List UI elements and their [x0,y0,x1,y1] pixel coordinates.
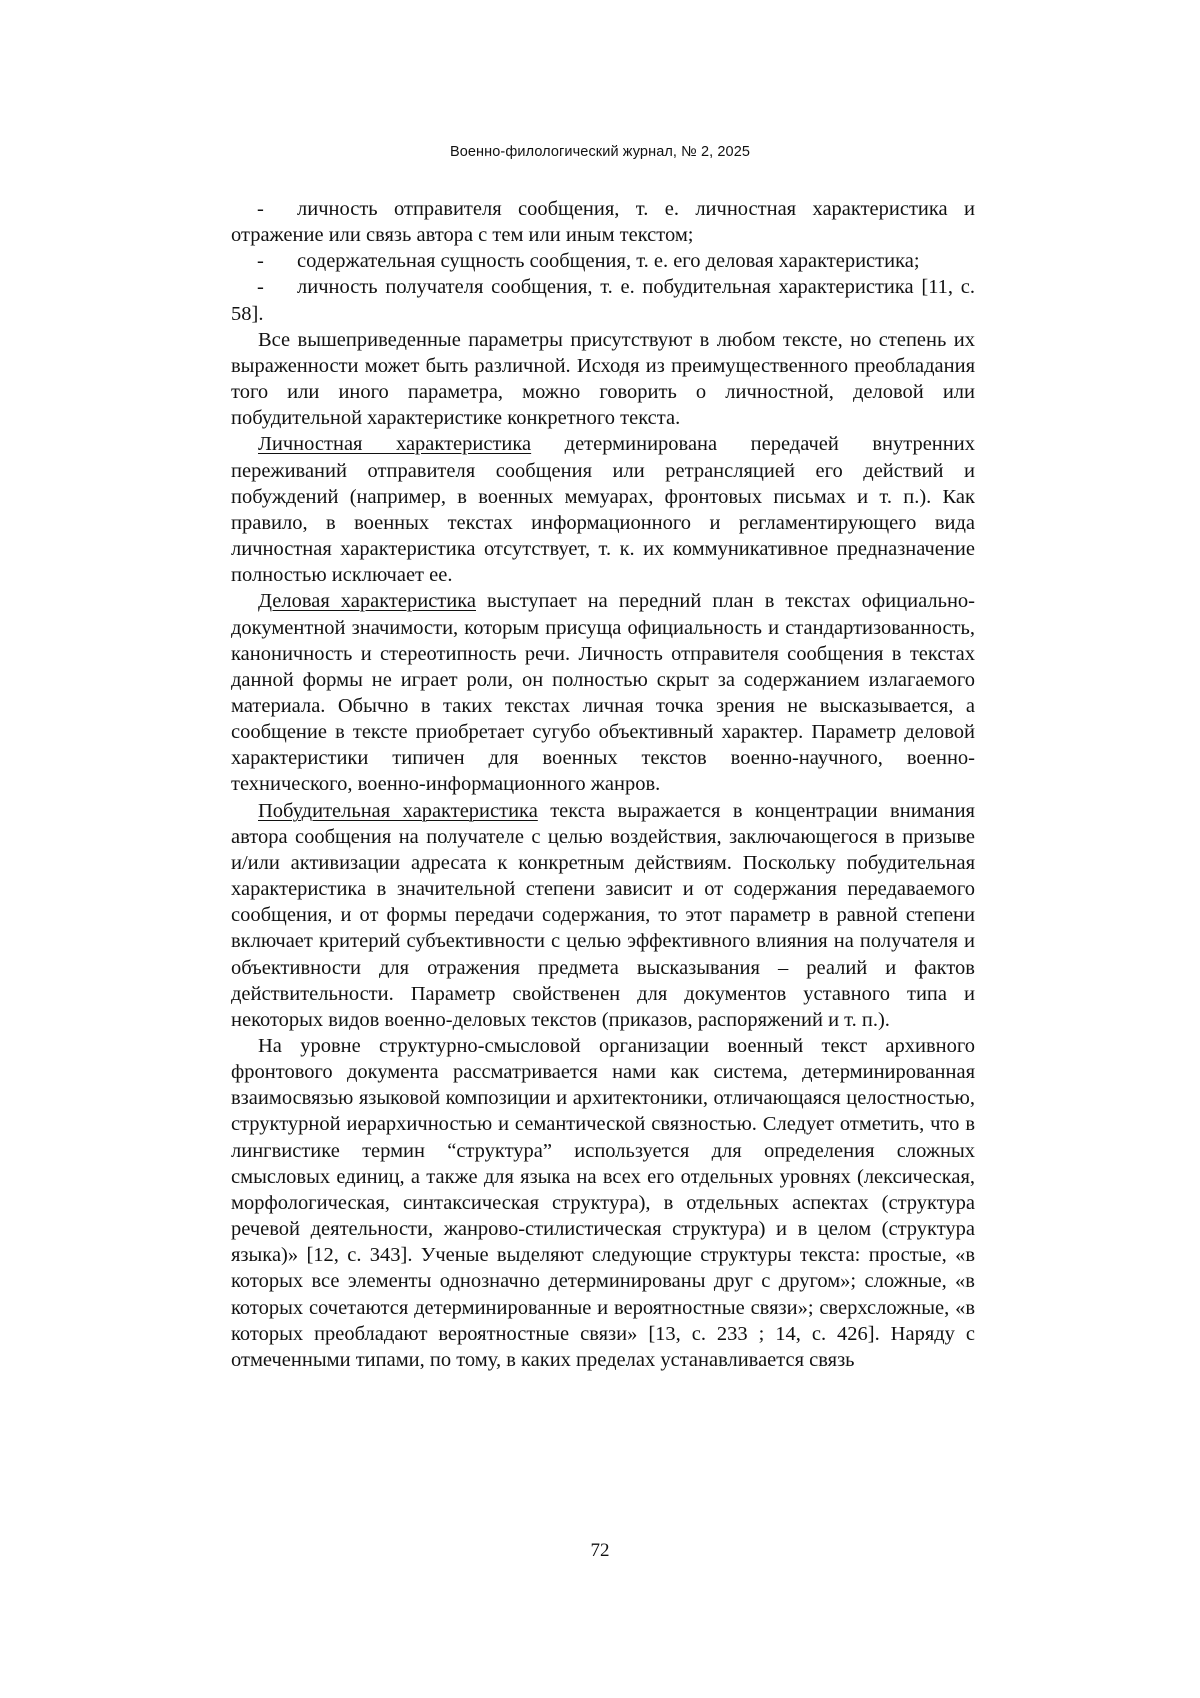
paragraph-structural-organization: На уровне структурно-смысловой организации военный текст архивного фронтового документа рассматривается нами как система, детерминированная взаимосвязью языковой композиции и архитектоники, отличающаяся целостностью, структурной иерархичностью и семантической связностью. Следует отметить, что в лингвистике термин “структура” используется для определения сложных смысловых единиц, а также для языка на всех его отдельных уровнях (лексическая, морфологическая, синтаксическая структура), в отдельных аспектах (структура речевой деятельности, жанрово-стилистическая структура) и в целом (структура языка)» [12, с. 343]. Ученые выделяют следующие структуры текста: простые, «в которых все элементы однозначно детерминированы друг с другом»; сложные, «в которых сочетаются детерминированные и вероятностные связи»; сверхсложные, «в которых преобладают вероятностные связи» [13, с. 233 ; 14, с. 426]. Наряду с отмеченными типами, по тому, в каких пределах устанавливается связь [231,1035,975,1371]
running-header: Военно-филологический журнал, № 2, 2025 [449,144,751,160]
list-item-text: содержательная сущность сообщения, т. е. его деловая характеристика; [297,250,920,273]
paragraph-text: текста выражается в концентрации внимания автора сообщения на получателе с целью воздействия, заключающегося в призыве и/или активизации адресата к конкретным действиям. Поскольку побудительная характеристика в значительной степени зависит и от содержания передаваемого сообщения, и от формы передачи содержания, то этот параметр в равной степени включает критерий субъективности с целью эффективного влияния на получателя и объективности для отражения предмета высказывания – реалий и фактов действительности. Параметр свойственен для документов уставного типа и некоторых видов военно-деловых текстов (приказов, распоряжений и т. п.). [231,799,975,1031]
list-item-sender [231,196,975,248]
list-item-text: личность отправителя сообщения, т. е. личностная характеристика и отражение или связь автора с тем или иным текстом; [231,198,975,247]
list-dash: - [257,198,264,220]
paragraph-business-characteristic [231,588,975,797]
article-body [231,196,975,1373]
list-item-text: личность получателя сообщения, т. е. побудительная характеристика [11, с. 58]. [231,276,975,325]
paragraph-personal-characteristic [231,431,975,588]
list-dash: - [257,250,264,273]
term-personal-characteristic: Личностная характеристика [258,433,532,456]
page-number: 72 [590,1540,610,1561]
paragraph-incentive-characteristic [231,798,975,1033]
paragraph-text: выступает на передний план в текстах официально-документной значимости, которым присуща официальность и стандартизованность, каноничность и стереотипность речи. Личность отправителя сообщения в текстах данной формы не играет роли, он полностью скрыт за содержанием излагаемого материала. Обычно в таких текстах личная точка зрения не высказывается, а сообщение в тексте приобретает сугубо объективный характер. Параметр деловой характеристики типичен для военных текстов военно-научного, военно-технического, военно-информационного жанров. [231,590,975,796]
list-item-content [231,248,975,274]
paragraph-parameters: Все вышеприведенные параметры присутствуют в любом тексте, но степень их выраженности может быть различной. Исходя из преимущественного преобладания того или иного параметра, можно говорить о личностной, деловой или побудительной характеристике конкретного текста. [231,328,975,430]
term-business-characteristic: Деловая характеристика [258,590,476,613]
list-item-recipient [231,274,975,326]
paragraph-text: детерминирована передачей внутренних переживаний отправителя сообщения или ретрансляцией его действий и побуждений (например, в военных мемуарах, фронтовых письмах и т. п.). Как правило, в военных текстах информационного и регламентирующего вида личностная характеристика отсутствует, т. к. их коммуникативное предназначение полностью исключает ее. [231,433,975,587]
list-dash: - [257,276,264,299]
term-incentive-characteristic: Побудительная характеристика [258,799,538,822]
